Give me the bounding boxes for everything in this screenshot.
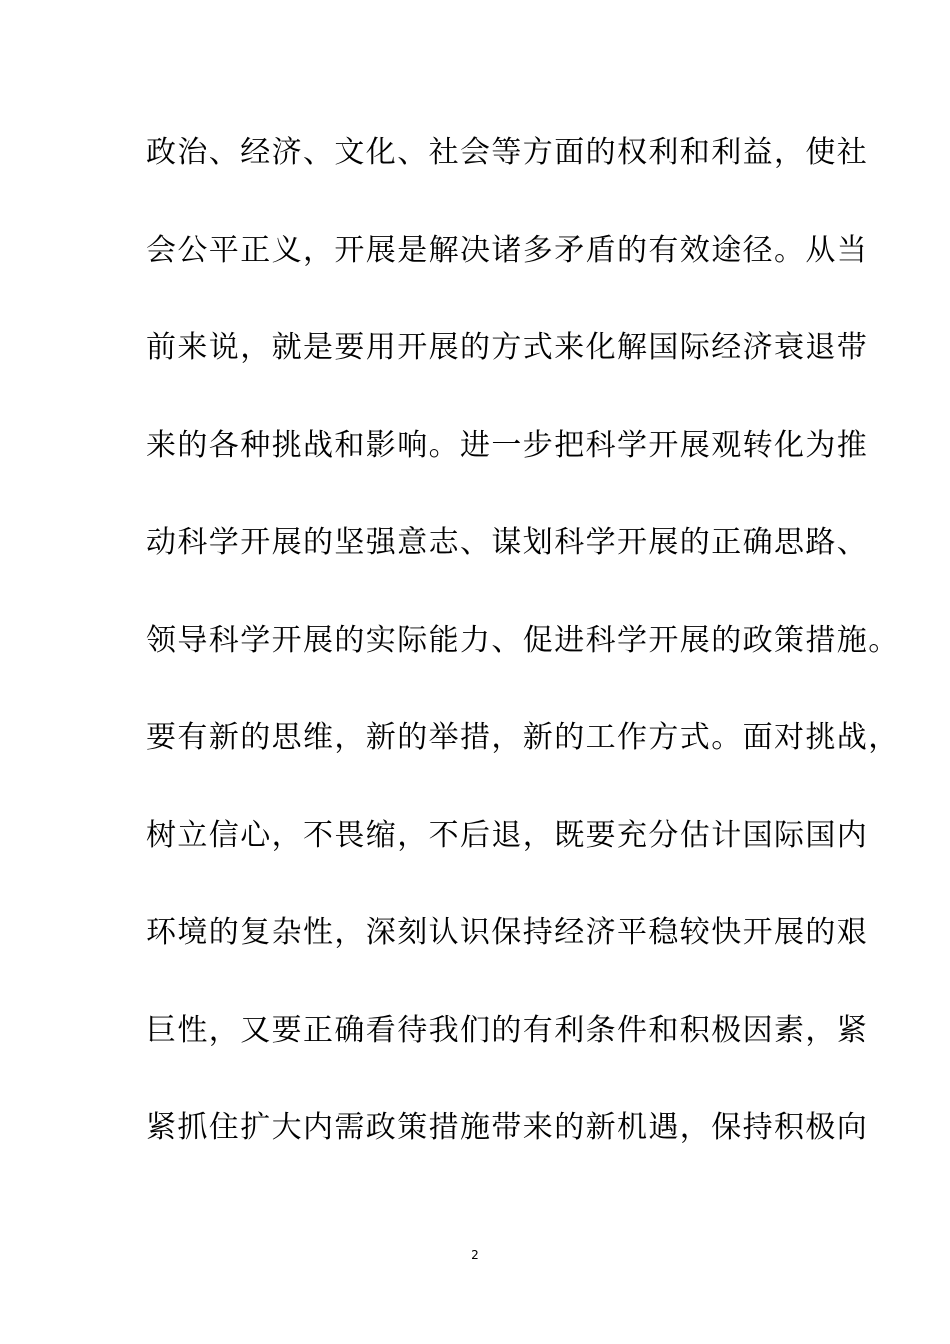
text-line-2: 会公平正义，开展是解决诸多矛盾的有效途径。从当: [146, 232, 869, 268]
text-line-4: 来的各种挑战和影响。进一步把科学开展观转化为推: [146, 427, 869, 463]
text-line-1: 政治、经济、文化、社会等方面的权利和利益，使社: [146, 135, 869, 170]
text-line-9: 环境的复杂性，深刻认识保持经济平稳较快开展的艰: [146, 915, 869, 950]
text-line-3: 前来说，就是要用开展的方式来化解国际经济衰退带: [146, 330, 869, 365]
page-number: 2: [471, 1248, 479, 1262]
body-text: [146, 126, 900, 1199]
text-line-11: 紧抓住扩大内需政策措施带来的新机遇，保持积极向: [146, 1110, 869, 1145]
text-line-6: 领导科学开展的实际能力、促进科学开展的政策措施。: [146, 622, 900, 658]
text-line-8: 树立信心，不畏缩，不后退，既要充分估计国际国内: [146, 817, 869, 853]
text-line-5: 动科学开展的坚强意志、谋划科学开展的正确思路、: [146, 525, 869, 560]
text-line-10: 巨性，又要正确看待我们的有利条件和积极因素，紧: [146, 1012, 869, 1048]
text-line-7: 要有新的思维，新的举措，新的工作方式。面对挑战，: [146, 720, 900, 755]
